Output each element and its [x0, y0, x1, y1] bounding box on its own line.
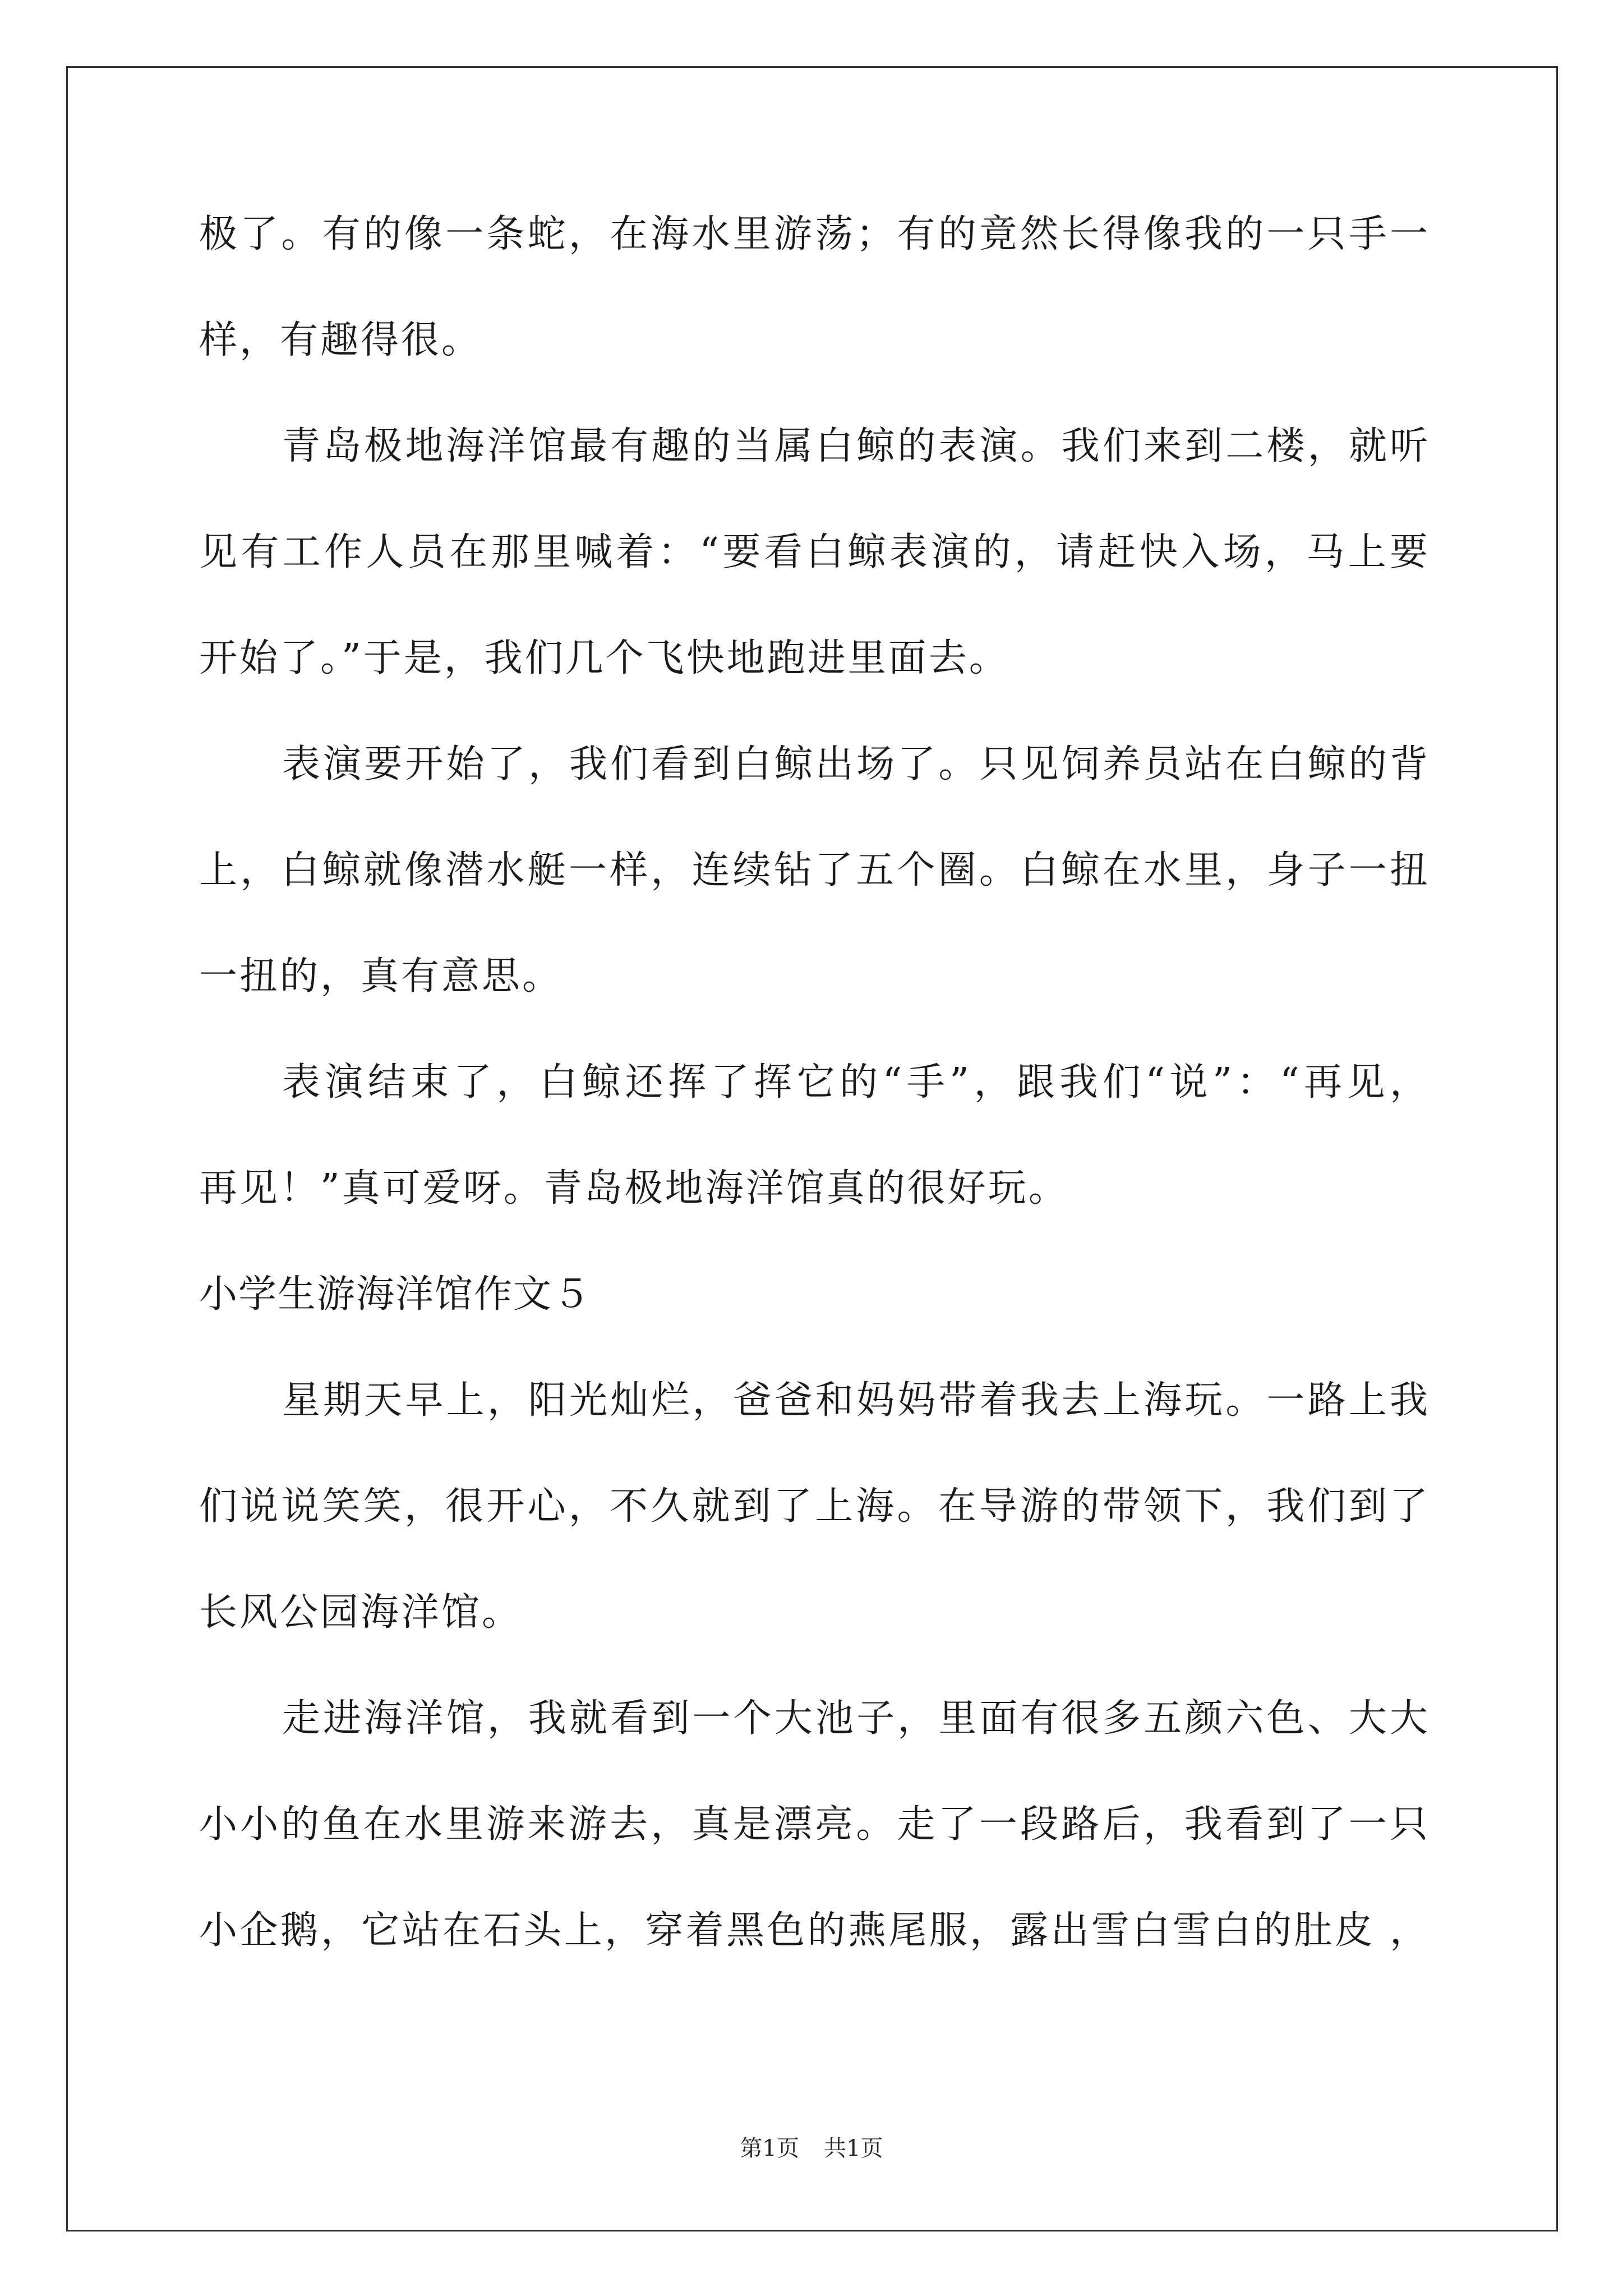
text-line: 小企鹅，它站在石头上，穿着黑色的燕尾服，露出雪白雪白的肚皮 ，	[199, 1908, 1430, 1953]
text-line: 样，有趣得很。	[199, 318, 482, 362]
text-line: 星期天早上，阳光灿烂，爸爸和妈妈带着我去上海玩。一路上我	[282, 1378, 1430, 1423]
text-line: 上，白鲸就像潜水艇一样，连续钻了五个圈。白鲸在水里，身子一扭	[199, 848, 1430, 892]
page-footer	[0, 2134, 1623, 2162]
text-line: 表演要开始了，我们看到白鲸出场了。只见饲养员站在白鲸的背	[282, 742, 1430, 786]
document-body	[199, 208, 1433, 2010]
text-line: 一扭的，真有意思。	[199, 954, 563, 999]
text-line: 长风公园海洋馆。	[199, 1590, 523, 1635]
text-line: 再见！”真可爱呀。青岛极地海洋馆真的很好玩。	[199, 1166, 1069, 1211]
text-line: 开始了。”于是，我们几个飞快地跑进里面去。	[199, 636, 1009, 680]
text-line: 们说说笑笑，很开心，不久就到了上海。在导游的带领下，我们到了	[199, 1484, 1430, 1529]
text-line: 走进海洋馆，我就看到一个大池子，里面有很多五颜六色、大大	[282, 1696, 1430, 1741]
text-line: 见有工作人员在那里喊着：“要看白鲸表演的，请赶快入场，马上要	[199, 530, 1430, 574]
section-heading: 小学生游海洋馆作文５	[199, 1272, 592, 1317]
page-number: 第1页	[740, 2136, 799, 2161]
text-line: 极了。有的像一条蛇，在海水里游荡；有的竟然长得像我的一只手一	[199, 212, 1430, 256]
text-line: 小小的鱼在水里游来游去，真是漂亮。走了一段路后，我看到了一只	[199, 1802, 1430, 1847]
page-total: 共1页	[824, 2136, 883, 2161]
text-line: 表演结束了，白鲸还挥了挥它的“手”，跟我们“说”：“再见，	[282, 1060, 1430, 1105]
text-line: 青岛极地海洋馆最有趣的当属白鲸的表演。我们来到二楼，就听	[282, 424, 1430, 468]
